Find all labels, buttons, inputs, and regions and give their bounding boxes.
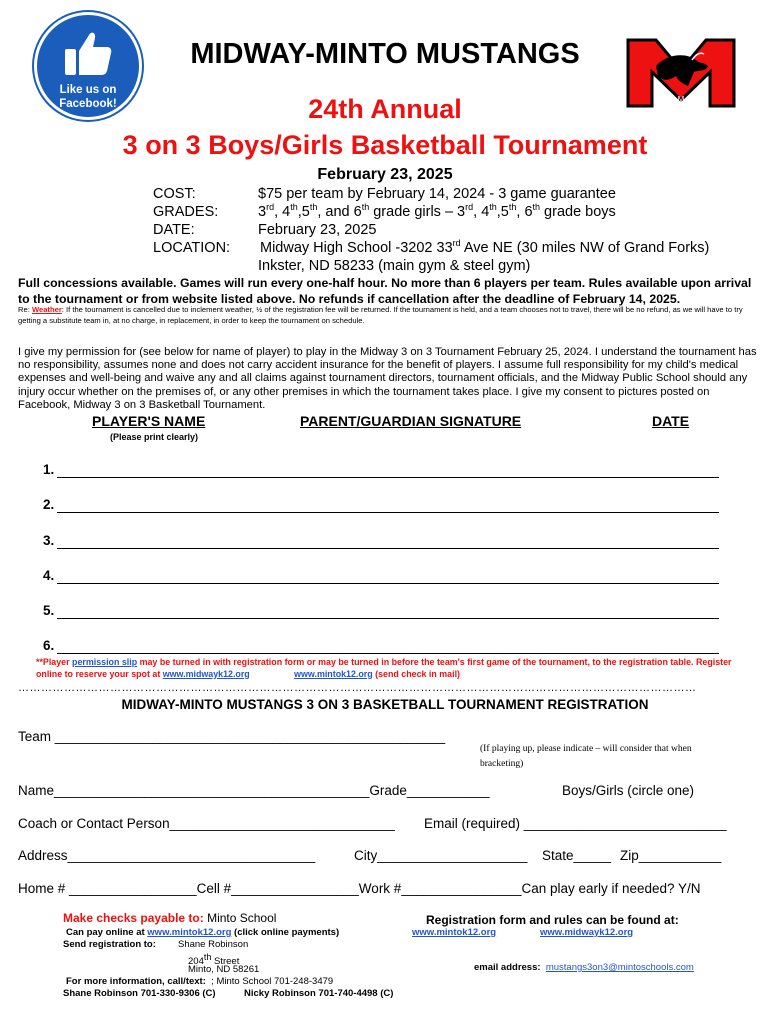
line-number: 2.	[43, 497, 55, 512]
playing-up-note: (If playing up, please indicate – will consider that when bracketing)	[480, 744, 692, 769]
email-link[interactable]: mustangs3on3@mintoschools.com	[545, 962, 694, 973]
location-value-2: Inkster, ND 58233 (main gym & steel gym)	[258, 258, 531, 274]
location-label: LOCATION:	[153, 240, 231, 256]
note-text2: may be turned in with registration form or may be turned in before the team's first game of the tournament, to the registration table. Register online to reserve your spot at	[36, 657, 732, 679]
more-info-value: ; Minto School 701-248-3479	[211, 976, 334, 987]
city-field[interactable]: City____________________	[354, 848, 528, 863]
email-field[interactable]: Email (required) ___________________________	[424, 816, 727, 831]
weather-prefix: Re:	[18, 305, 30, 314]
parent-signature-header: PARENT/GUARDIAN SIGNATURE	[300, 413, 522, 429]
player-line-1[interactable]	[43, 462, 719, 480]
boys-girls-field[interactable]: Boys/Girls (circle one)	[562, 783, 695, 798]
permission-slip-link[interactable]: permission slip	[72, 657, 138, 667]
date-label: DATE:	[153, 222, 195, 238]
permission-text: I give my permission for (see below for name of player) to play in the Midway 3 on 3 Tournament February 25, 2024. I understand the tournament has no responsibility, assumes none and does not carry accident insurance for the benefit of players. I assume full responsibility for my child's medical expenses and well-being and waive any and all claims against tournament directors, tournament officials, and the Midway Public School should any injury occur whether on the premises of, or any other premises in which the tournament takes place. I give my consent to pictures posted on Facebook, Midway 3 on 3 Basketball Tournament.	[18, 346, 757, 411]
pay-online-link[interactable]: www.mintok12.org	[147, 927, 232, 938]
contact-2-text: Nicky Robinson 701-740-4498 (C)	[244, 988, 394, 999]
line-number: 5.	[43, 603, 55, 618]
player-line-3[interactable]	[43, 533, 719, 551]
checks-label: Make checks payable to:	[63, 911, 204, 925]
facebook-line2: Facebook!	[59, 98, 117, 110]
address-field[interactable]: Address_________________________________	[18, 848, 316, 863]
event-date: February 23, 2025	[317, 166, 453, 183]
event-title: 3 on 3 Boys/Girls Basketball Tournament	[122, 130, 648, 160]
send-street: 204th Street	[188, 952, 240, 968]
player-line-5[interactable]	[43, 603, 719, 621]
print-clearly-note: (Please print clearly)	[110, 432, 199, 442]
email-label: email address:	[474, 962, 541, 973]
registration-title: MIDWAY-MINTO MUSTANGS 3 ON 3 BASKETBALL TOURNAMENT REGISTRATION	[121, 697, 649, 712]
date-value: February 23, 2025	[258, 222, 377, 238]
state-field[interactable]: State_____	[542, 848, 612, 863]
thumbs-up-icon	[61, 25, 115, 79]
send-city: Minto, ND 58261	[188, 964, 260, 975]
pay-online-note	[66, 927, 339, 940]
player-line-4[interactable]	[43, 568, 719, 586]
email-address	[474, 962, 694, 975]
coach-field[interactable]: Coach or Contact Person______________________________	[18, 816, 395, 831]
send-label: Send registration to:	[63, 939, 156, 950]
weather-label: Weather	[31, 305, 62, 314]
pay-online-suffix: (click online payments)	[231, 927, 340, 938]
line-number: 6.	[43, 638, 55, 653]
player-line-2[interactable]	[43, 497, 719, 515]
minto-link[interactable]: www.mintok12.org	[294, 668, 373, 679]
grades-value: 3rd, 4th,5th, and 6th grade girls – 3rd, 4th,5th, 6th grade boys	[258, 202, 616, 220]
facebook-line1: Like us on	[59, 84, 117, 96]
line-number: 1.	[43, 462, 55, 477]
midway-link[interactable]: www.midwayk12.org	[162, 668, 250, 679]
pay-online-prefix: Can pay online at	[66, 927, 148, 938]
more-info-label: For more information, call/text:	[66, 976, 206, 987]
cost-label: COST:	[153, 186, 196, 202]
line-number: 4.	[43, 568, 55, 583]
team-field[interactable]: Team ____________________________________________________	[18, 729, 446, 744]
note-text1: **Player	[36, 657, 70, 667]
zip-field[interactable]: Zip___________	[620, 848, 722, 863]
page-title: MIDWAY-MINTO MUSTANGS	[190, 38, 580, 70]
date-header: DATE	[652, 413, 690, 429]
weather-note	[18, 304, 758, 326]
checks-payable	[63, 911, 276, 925]
concessions-text: Full concessions available. Games will run every one-half hour. No more than 6 players per team. Rules available upon arrival to the tournament or from website listed above. No refunds if cancellation after the deadline of February 14, 2025.	[18, 276, 752, 306]
contact-1	[63, 988, 216, 1001]
contact-2	[244, 988, 393, 1001]
found-at-text: Registration form and rules can be found at:	[426, 913, 679, 927]
weather-text: : If the tournament is cancelled due to inclement weather, ½ of the registration fee will be returned. If the tournament is held, and a team chooses not to travel, there will be no refund, as we will have to try getting a substitute team in, at no charge, in replacement, in order to keep the tournament on schedule.	[18, 305, 743, 325]
cut-line: ……………………………………………………………………………………………………………………………………………………………	[18, 682, 697, 694]
cost-value: $75 per team by February 14, 2024 - 3 game guarantee	[258, 186, 616, 202]
player-name-header: PLAYER'S NAME	[92, 413, 206, 429]
note-text3: (send check in mail)	[372, 668, 460, 679]
name-grade-field[interactable]: Name__________________________________________Grade___________	[18, 783, 490, 798]
location-value: Midway High School -3202 33rd Ave NE (30 miles NW of Grand Forks)	[260, 238, 710, 256]
grades-label: GRADES:	[153, 204, 219, 220]
player-line-6[interactable]	[43, 638, 719, 656]
checks-value: Minto School	[207, 911, 277, 925]
send-name: Shane Robinson	[178, 939, 249, 950]
contact-1-text: Shane Robinson 701-330-9306 (C)	[63, 988, 216, 999]
logo-letter: M	[677, 95, 685, 104]
more-info	[66, 976, 333, 989]
midway-website-link[interactable]: www.midwayk12.org	[540, 927, 634, 938]
minto-website-link[interactable]: www.mintok12.org	[412, 927, 497, 938]
annual-title: 24th Annual	[308, 94, 462, 124]
phone-fields[interactable]: Home # _________________Cell #_________________Work #________________Can play early if needed? Y/N	[18, 881, 701, 896]
permission-slip-note	[36, 657, 758, 680]
line-number: 3.	[43, 533, 55, 548]
